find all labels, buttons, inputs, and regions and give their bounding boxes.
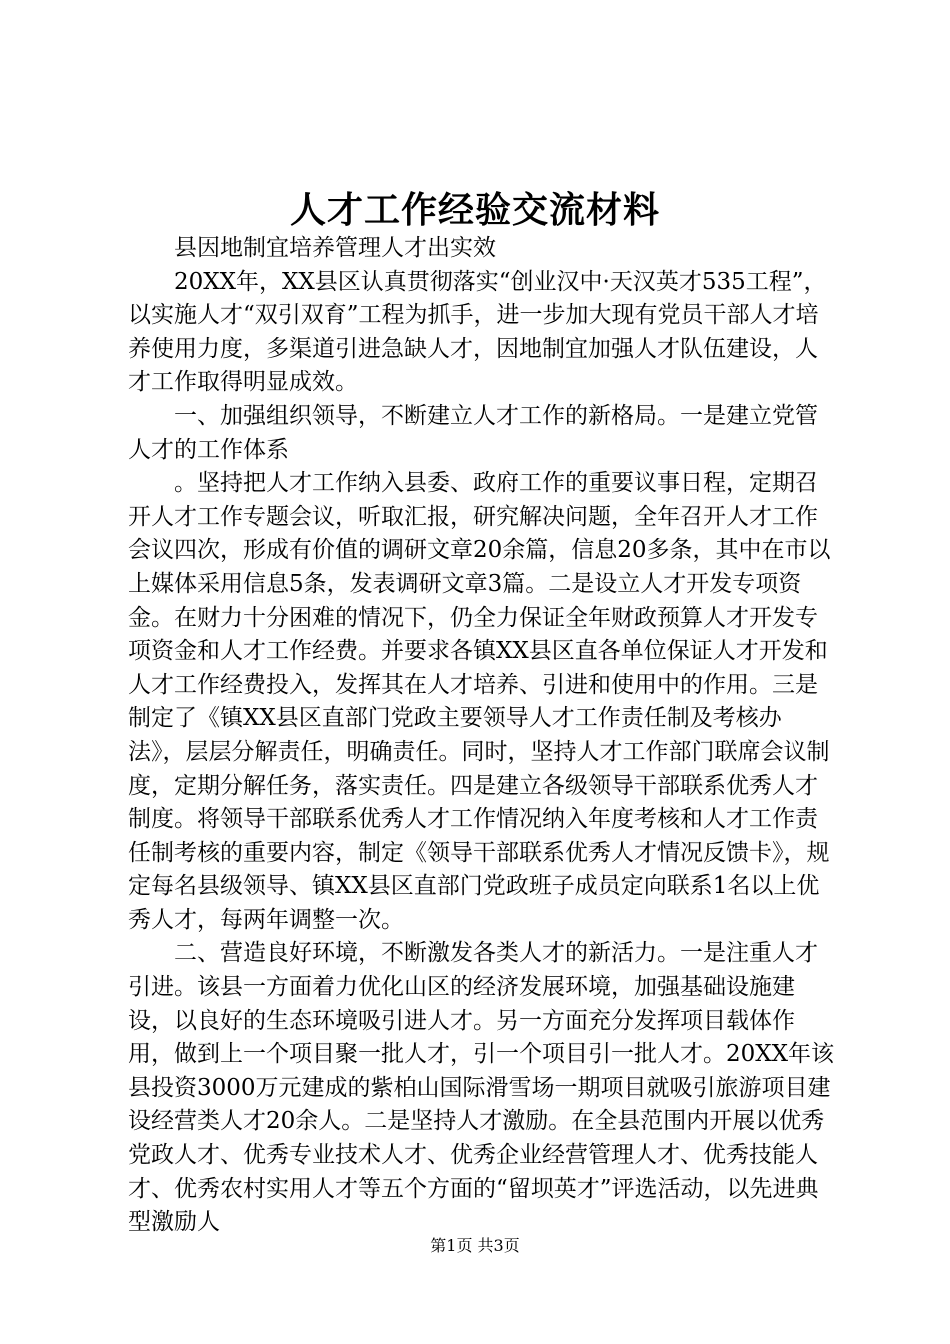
- paragraph-subtitle: 县因地制宜培养管理人才出实效: [174, 235, 496, 261]
- paragraph-intro: 20XX年，XX县区认真贯彻落实“创业汉中·天汉英才535工程”，以实施人才“双引双育”工程为抓手，进一步加大现有党员干部人才培养使用力度，多渠道引进急缺人才，因地制宜加强人才队伍建设，人才工作取得明显成效。: [128, 268, 827, 396]
- paragraph-section-two: 二、营造良好环境，不断激发各类人才的新活力。一是注重人才引进。该县一方面着力优化山区的经济发展环境，加强基础设施建设，以良好的生态环境吸引进人才。另一方面充分发挥项目载体作用，做到上一个项目聚一批人才，引一个项目引一批人才。20XX年该县投资3000万元建成的紫柏山国际滑雪场一期项目就吸引旅游项目建设经营类人才20余人。二是坚持人才激励。在全县范围内开展以优秀党政人才、优秀专业技术人才、优秀企业经营管理人才、优秀技能人才、优秀农村实用人才等五个方面的“留坝英才”评选活动，以先进典型激励人: [128, 940, 835, 1236]
- document-body: [128, 232, 838, 1240]
- paragraph-section-one-heading: 一、加强组织领导，不断建立人才工作的新格局。一是建立党管人才的工作体系: [128, 402, 818, 463]
- paragraph-section-one-body: 。坚持把人才工作纳入县委、政府工作的重要议事日程，定期召开人才工作专题会议，听取汇报，研究解决问题，全年召开人才工作会议四次，形成有价值的调研文章20余篇，信息20多条，其中在市以上媒体采用信息5条，发表调研文章3篇。二是设立人才开发专项资金。在财力十分困难的情况下，仍全力保证全年财政预算人才开发专项资金和人才工作经费。并要求各镇XX县区直各单位保证人才开发和人才工作经费投入，发挥其在人才培养、引进和使用中的作用。三是制定了《镇XX县区直部门党政主要领导人才工作责任制及考核办法》，层层分解责任，明确责任。同时，坚持人才工作部门联席会议制度，定期分解任务，落实责任。四是建立各级领导干部联系优秀人才制度。将领导干部联系优秀人才工作情况纳入年度考核和人才工作责任制考核的重要内容，制定《领导干部联系优秀人才情况反馈卡》，规定每名县级领导、镇XX县区直部门党政班子成员定向联系1名以上优秀人才，每两年调整一次。: [128, 470, 831, 933]
- document-title: 人才工作经验交流材料: [289, 189, 660, 231]
- page-footer: 第1页 共3页: [430, 1236, 520, 1255]
